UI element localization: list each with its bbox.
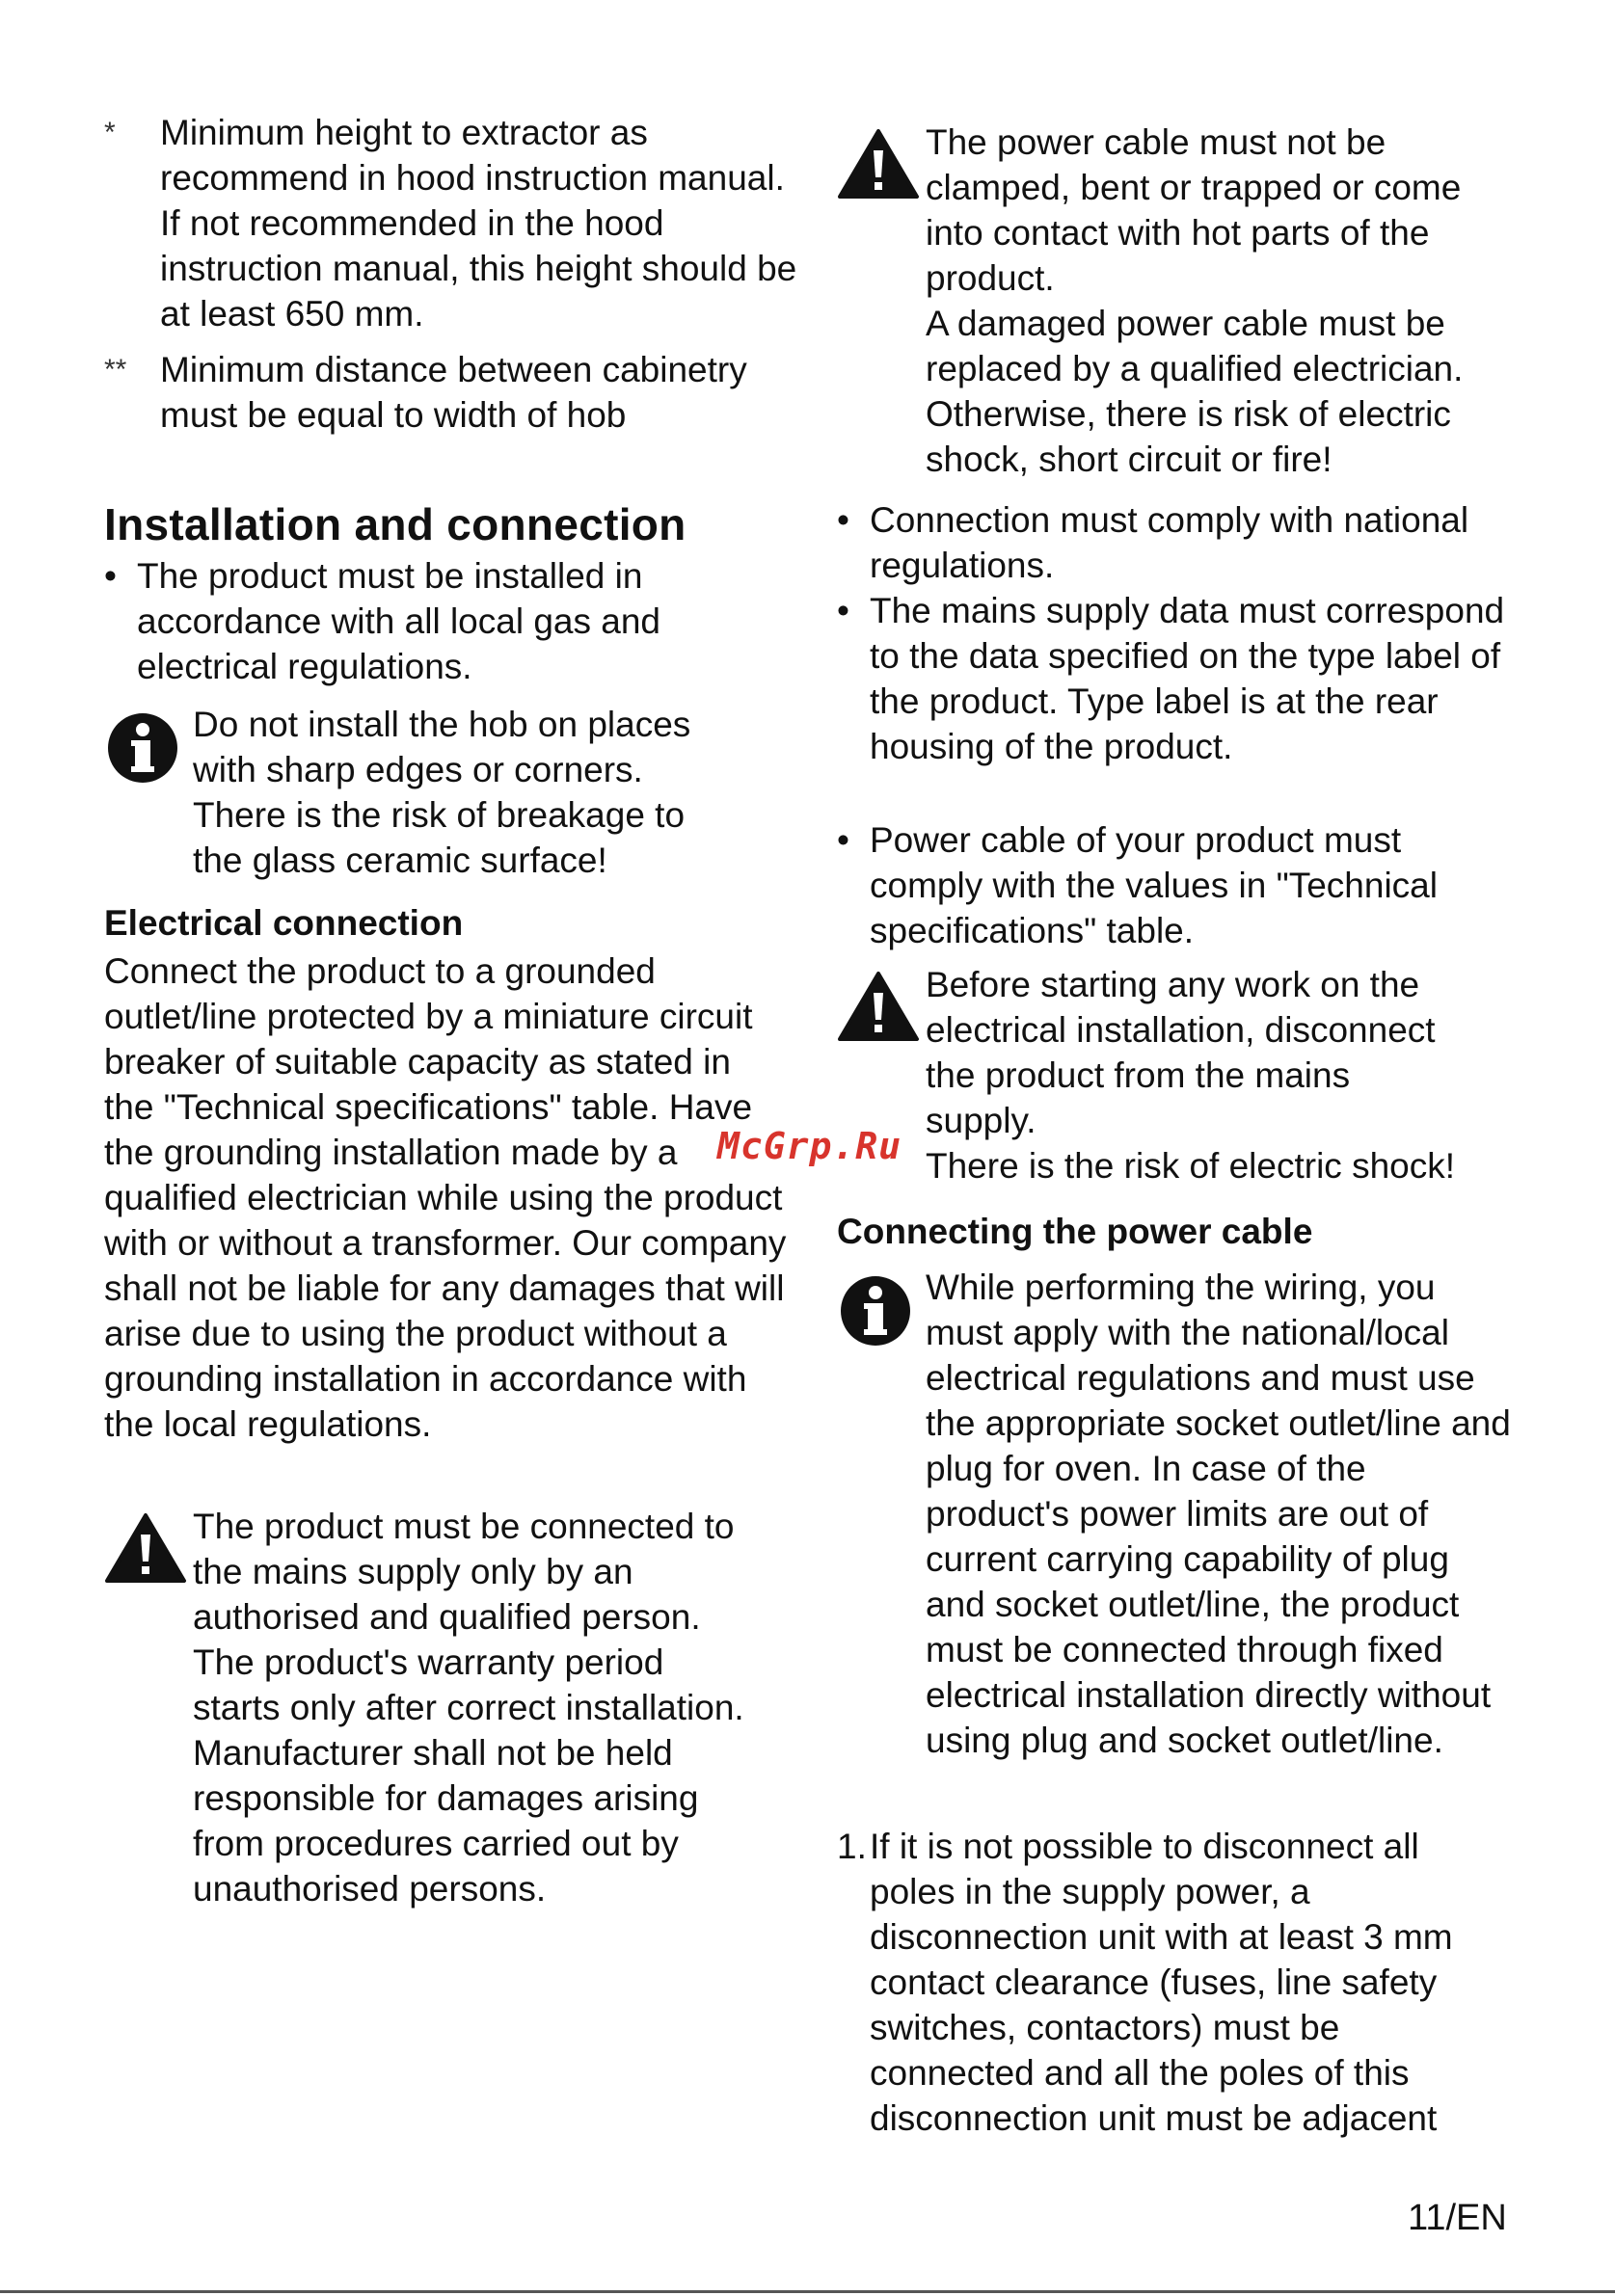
item-text: If it is not possible to disconnect all poles in the supply power, a disconnection unit with at least 3 mm contact clearance (fuses, line safety switches, contactors) must be connected and all the poles of this disconnection unit must be adjacent [870,1827,1453,2138]
warning-notice-connected [104,1504,760,1911]
bullet-national [837,497,1512,588]
info-icon [837,1265,926,1763]
electrical-paragraph: Connect the product to a grounded outlet/line protected by a miniature circuit breaker of suitable capacity as stated in the "Technical specifications" table. Have the grounding installation made by a qualified electrician while using the product with or without a transformer. Our company shall not be liable for any damages that will arise due to using the product without a grounding installation in accordance with the local regulations. [104,951,787,1444]
notice-text: Manufacturer shall not be held responsible for damages arising from procedures carried out by unauthorised persons. [193,1733,699,1909]
bullet-text: Power cable of your product must comply with the values in "Technical specifications" table. [870,820,1438,950]
notice-text: The product must be connected to the mains supply only by an authorised and qualified person. The product's warranty period starts only after correct installation. [193,1507,744,1727]
notice-text: There is the risk of electric shock! [926,1146,1456,1186]
info-icon [104,702,193,883]
warning-notice-cable [837,120,1512,482]
warning-triangle-icon [104,1504,193,1911]
numbered-item-1 [837,1824,1502,2141]
notice-text: The power cable must not be clamped, bent or trapped or come into contact with hot parts of the product. [926,122,1462,298]
warning-notice-work [837,962,1512,1188]
bullet-mains-data [837,588,1512,769]
notice-text: Do not install the hob on places with sharp edges or corners. There is the risk of breakage to the glass ceramic surface! [193,705,691,880]
item-number: 1. [837,1827,867,1866]
bullet-dot: • [837,820,849,860]
subheading-connecting-power-cable: Connecting the power cable [837,1212,1313,1251]
bullet-text: Connection must comply with national regulations. [870,500,1469,585]
bullet-text: The product must be installed in accordance with all local gas and electrical regulations. [137,556,660,686]
section-title-installation: Installation and connection [104,499,686,549]
footnote-text: Minimum height to extractor as recommend in hood instruction manual. If not recommended in the hood instruction manual, this height should be at least 650 mm. [160,113,797,334]
warning-triangle-icon [837,120,926,482]
bullet-text: The mains supply data must correspond to the data specified on the type label of the product. Type label is at the rear housing of the product. [870,591,1505,766]
subheading-electrical-connection: Electrical connection [104,903,464,943]
bullet-dot: • [104,556,117,596]
footnote-mark: * [104,117,116,148]
notice-text: While performing the wiring, you must apply with the national/local electrical regulations and must use the appropriate socket outlet/line and plug for oven. In case of the product's power limits are out of current carrying capability of plug and socket outlet/line, the product must be connected through fixed electrical installation directly without using plug and socket outlet/line. [926,1268,1511,1760]
page-number: 11/EN [1408,2198,1507,2238]
watermark-logo: McGrp.Ru [717,1125,902,1167]
footnote-2 [104,347,760,438]
footnote-1 [104,110,798,336]
info-notice-hob [104,702,740,883]
bullet-dot: • [837,591,849,630]
footnote-text: Minimum distance between cabinetry must be equal to width of hob [160,350,747,435]
bullet-install [104,553,721,689]
notice-text: Before starting any work on the electrical installation, disconnect the product from the mains supply. [926,965,1436,1140]
bottom-divider [0,2290,1615,2293]
footnote-mark: ** [104,354,127,386]
bullet-dot: • [837,500,849,540]
info-notice-wiring [837,1265,1512,1763]
notice-text: A damaged power cable must be replaced by a qualified electrician. Otherwise, there is risk of electric shock, short circuit or fire! [926,304,1464,479]
bullet-power-cable [837,817,1512,953]
